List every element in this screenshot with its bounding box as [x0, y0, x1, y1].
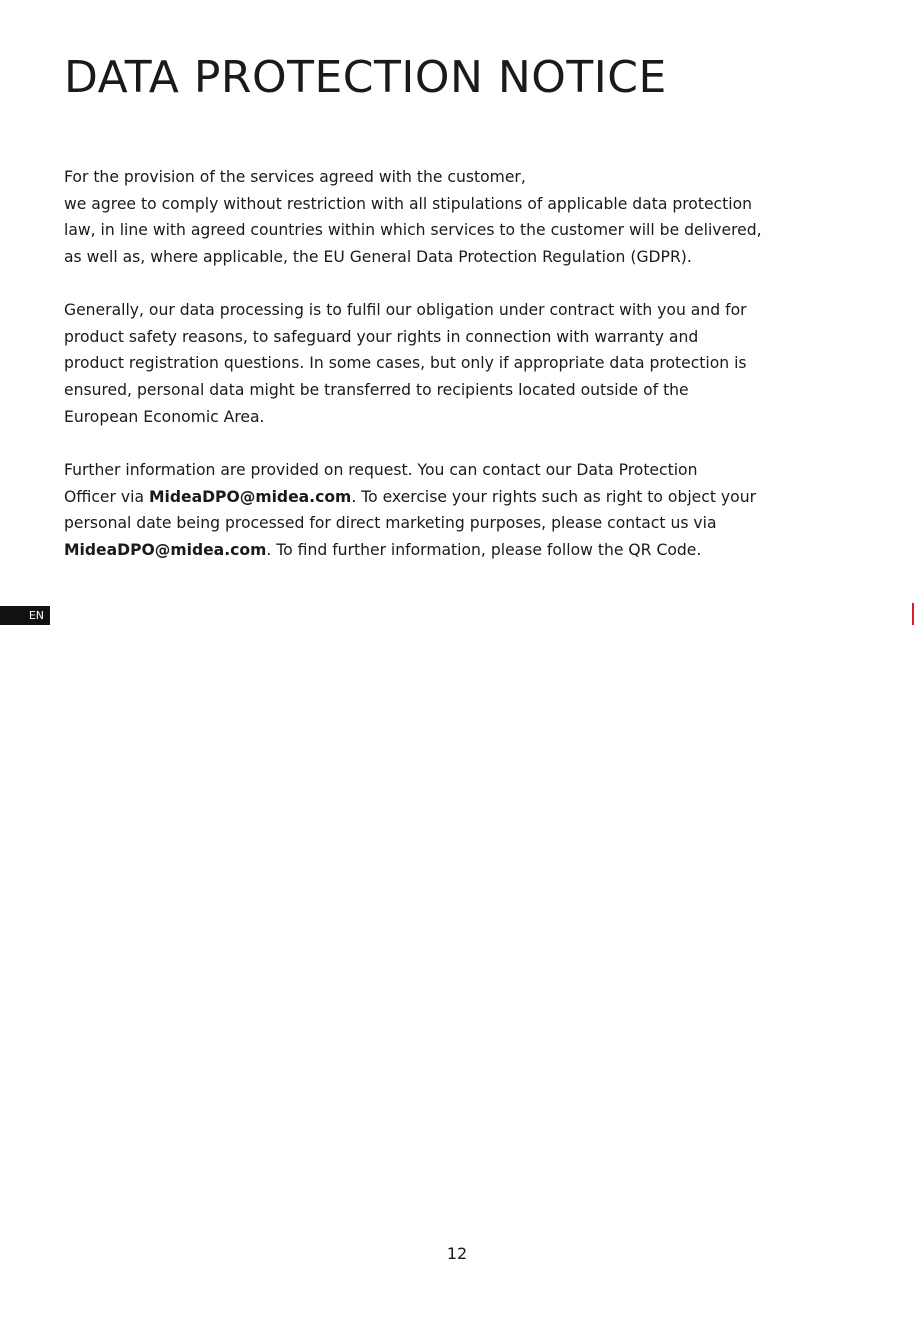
paragraph-line: we agree to comply without restriction with all stipulations of applicable data protection — [64, 194, 752, 213]
page-title: DATA PROTECTION NOTICE — [64, 52, 667, 103]
paragraph-processing — [64, 297, 884, 430]
paragraph-line: European Economic Area. — [64, 407, 265, 426]
text-segment: . To find further information, please follow the QR Code. — [266, 541, 702, 560]
paragraph-provision — [64, 164, 884, 271]
paragraph-line — [64, 484, 884, 511]
paragraph-line: ensured, personal data might be transferred to recipients located outside of the — [64, 381, 689, 400]
paragraph-line — [64, 537, 884, 564]
paragraph-contact — [64, 457, 884, 564]
dpo-email-link[interactable]: MideaDPO@midea.com — [64, 541, 267, 560]
paragraph-line: For the provision of the services agreed with the customer, — [64, 168, 526, 186]
dpo-email-link[interactable]: MideaDPO@midea.com — [148, 487, 352, 506]
page-number: 12 — [446, 1244, 468, 1263]
paragraph-line: Generally, our data processing is to fulfil our obligation under contract with you and for — [64, 301, 747, 319]
paragraph-line: law, in line with agreed countries within which services to the customer will be delivered, — [64, 221, 762, 240]
paragraph-line: as well as, where applicable, the EU General Data Protection Regulation (GDPR). — [64, 248, 692, 267]
language-tab: EN — [0, 606, 50, 625]
text-segment: . To exercise your rights such as right to object your — [351, 487, 756, 506]
paragraph-line: product safety reasons, to safeguard your rights in connection with warranty and — [64, 327, 699, 346]
paragraph-line: personal date being processed for direct marketing purposes, please contact us via — [64, 514, 717, 533]
paragraph-line: Further information are provided on request. You can contact our Data Protection — [64, 461, 698, 479]
text-segment: Officer via — [64, 487, 149, 506]
paragraph-line: product registration questions. In some cases, but only if appropriate data protection is — [64, 354, 747, 373]
